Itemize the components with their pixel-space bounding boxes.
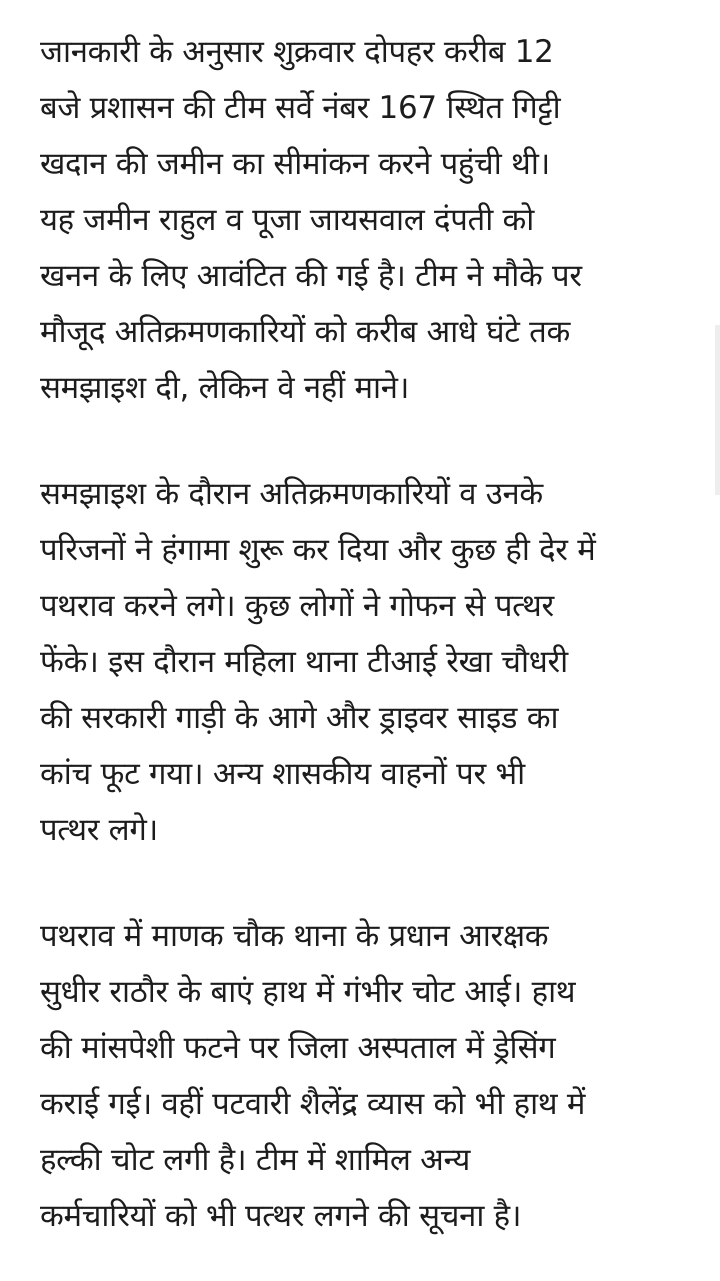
paragraph-3: पथराव में माणक चौक थाना के प्रधान आरक्षक सुधीर राठौर के बाएं हाथ में गंभीर चोट आई। हाथ की मांसपेशी फटने पर जिला अस्पताल में ड्रेसिंग कराई गई। वहीं पटवारी शैलेंद्र व्यास को भी हाथ में हल्की चोट लगी है। टीम में शामिल अन्य कर्मचारियों को भी पत्थर लगने की सूचना है।	[40, 918, 586, 1234]
scrollbar[interactable]	[715, 325, 720, 495]
paragraph-2: समझाइश के दौरान अतिक्रमणकारियों व उनके परिजनों ने हंगामा शुरू कर दिया और कुछ ही देर में पथराव करने लगे। कुछ लोगों ने गोफन से पत्थर फेंके। इस दौरान महिला थाना टीआई रेखा चौधरी की सरकारी गाड़ी के आगे और ड्राइवर साइड का कांच फूट गया। अन्य शासकीय वाहनों पर भी पत्थर लगे।	[40, 476, 596, 848]
paragraph-1: जानकारी के अनुसार शुक्रवार दोपहर करीब 12 बजे प्रशासन की टीम सर्वे नंबर 167 स्थित गिट्टी खदान की जमीन का सीमांकन करने पहुंची थी। यह जमीन राहुल व पूजा जायसवाल दंपती को खनन के लिए आवंटित की गई है। टीम ने मौके पर मौजूद अतिक्रमणकारियों को करीब आधे घंटे तक समझाइश दी, लेकिन वे नहीं माने।	[40, 34, 582, 406]
